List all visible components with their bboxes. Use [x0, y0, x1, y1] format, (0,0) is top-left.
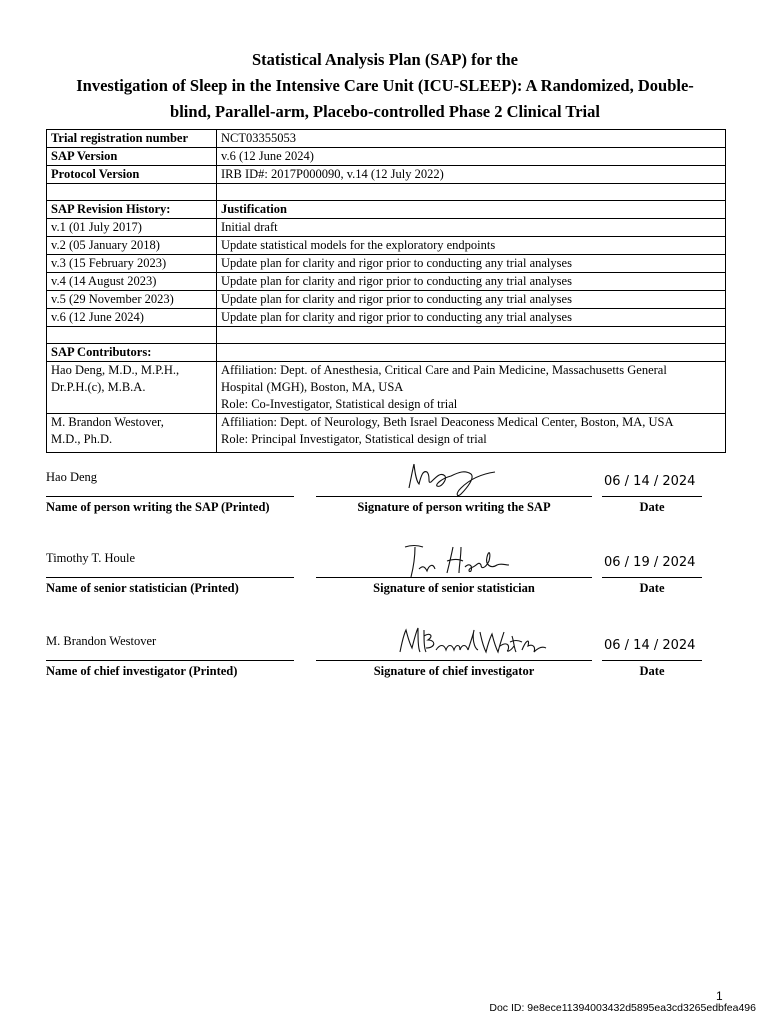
- signature-block-sap-writer: [46, 470, 726, 530]
- date-caption: Date: [639, 500, 665, 514]
- protocol-version-value: IRB ID#: 2017P000090, v.14 (12 July 2022): [217, 166, 726, 184]
- revision-version: v.5 (29 November 2023): [47, 291, 217, 309]
- signature-date: 06 / 14 / 2024: [604, 638, 696, 653]
- handwritten-signature: [386, 622, 556, 664]
- revision-justification: Update plan for clarity and rigor prior to conducting any trial analyses: [217, 255, 726, 273]
- protocol-version-label: Protocol Version: [47, 166, 217, 184]
- revision-row: [47, 255, 726, 273]
- spacer-row: [47, 327, 726, 344]
- signature-underline: [316, 577, 592, 578]
- sap-info-table: [46, 129, 726, 453]
- title-line-2: Investigation of Sleep in the Intensive Care Unit (ICU-SLEEP): A Randomized, Double-: [76, 76, 694, 95]
- revision-justification: Update plan for clarity and rigor prior to conducting any trial analyses: [217, 291, 726, 309]
- printed-name: Timothy T. Houle: [46, 551, 136, 565]
- justification-label: Justification: [217, 201, 726, 219]
- signature-block-chief-investigator: [46, 634, 726, 694]
- date-underline: [602, 496, 702, 497]
- revision-history-header-row: [47, 201, 726, 219]
- contributor-row: [47, 362, 726, 414]
- revision-version: v.3 (15 February 2023): [47, 255, 217, 273]
- signature-block-senior-statistician: [46, 551, 726, 611]
- sap-version-row: [47, 148, 726, 166]
- revision-justification: Update statistical models for the exploratory endpoints: [217, 237, 726, 255]
- contributor-row: [47, 414, 726, 453]
- contributors-header-row: [47, 344, 726, 362]
- page-number: 1: [716, 989, 723, 1003]
- document-title: [40, 47, 730, 125]
- revision-version: v.2 (05 January 2018): [47, 237, 217, 255]
- date-caption: Date: [639, 581, 665, 595]
- name-caption: Name of person writing the SAP (Printed): [46, 500, 270, 514]
- contributor-name-line: M. Brandon Westover,: [51, 415, 164, 429]
- contributor-role: Role: Principal Investigator, Statistical design of trial: [221, 432, 487, 446]
- name-underline: [46, 660, 294, 661]
- revision-justification: Initial draft: [217, 219, 726, 237]
- revision-justification: Update plan for clarity and rigor prior to conducting any trial analyses: [217, 273, 726, 291]
- handwritten-signature: [401, 458, 551, 500]
- contributor-name: [47, 414, 217, 453]
- signature-underline: [316, 496, 592, 497]
- doc-id: Doc ID: 9e8ece11394003432d5895ea3cd3265edbfea496: [489, 1002, 756, 1014]
- spacer-row: [47, 184, 726, 201]
- contributor-affiliation: Affiliation: Dept. of Neurology, Beth Israel Deaconess Medical Center, Boston, MA, USA: [221, 415, 674, 429]
- revision-justification: Update plan for clarity and rigor prior to conducting any trial analyses: [217, 309, 726, 327]
- printed-name: Hao Deng: [46, 470, 98, 484]
- name-underline: [46, 496, 294, 497]
- contributor-details: [217, 414, 726, 453]
- date-underline: [602, 577, 702, 578]
- signature-date: 06 / 19 / 2024: [604, 555, 696, 570]
- sap-version-value: v.6 (12 June 2024): [217, 148, 726, 166]
- revision-row: [47, 273, 726, 291]
- contributor-role: Role: Co-Investigator, Statistical design of trial: [221, 397, 458, 411]
- revision-history-label: SAP Revision History:: [47, 201, 217, 219]
- contributor-affiliation: Hospital (MGH), Boston, MA, USA: [221, 380, 404, 394]
- revision-version: v.6 (12 June 2024): [47, 309, 217, 327]
- signature-date: 06 / 14 / 2024: [604, 474, 696, 489]
- contributor-name-line: M.D., Ph.D.: [51, 432, 113, 446]
- revision-row: [47, 237, 726, 255]
- name-caption: Name of senior statistician (Printed): [46, 581, 239, 595]
- contributor-name: [47, 362, 217, 414]
- trial-registration-row: [47, 130, 726, 148]
- title-line-1: Statistical Analysis Plan (SAP) for the: [252, 50, 518, 69]
- signature-caption: Signature of person writing the SAP: [357, 500, 551, 514]
- name-caption: Name of chief investigator (Printed): [46, 664, 238, 678]
- handwritten-signature: [401, 539, 551, 581]
- trial-registration-value: NCT03355053: [217, 130, 726, 148]
- trial-registration-label: Trial registration number: [47, 130, 217, 148]
- printed-name: M. Brandon Westover: [46, 634, 157, 648]
- revision-row: [47, 309, 726, 327]
- revision-row: [47, 219, 726, 237]
- protocol-version-row: [47, 166, 726, 184]
- title-line-3: blind, Parallel-arm, Placebo-controlled Phase 2 Clinical Trial: [170, 102, 600, 121]
- revision-version: v.4 (14 August 2023): [47, 273, 217, 291]
- contributor-affiliation: Affiliation: Dept. of Anesthesia, Critical Care and Pain Medicine, Massachusetts General: [221, 363, 667, 377]
- contributors-label: SAP Contributors:: [47, 344, 217, 362]
- contributor-name-line: Hao Deng, M.D., M.P.H.,: [51, 363, 180, 377]
- signature-underline: [316, 660, 592, 661]
- name-underline: [46, 577, 294, 578]
- sap-version-label: SAP Version: [47, 148, 217, 166]
- signature-caption: Signature of senior statistician: [373, 581, 535, 595]
- contributor-name-line: Dr.P.H.(c), M.B.A.: [51, 380, 146, 394]
- contributor-details: [217, 362, 726, 414]
- revision-version: v.1 (01 July 2017): [47, 219, 217, 237]
- revision-row: [47, 291, 726, 309]
- signature-caption: Signature of chief investigator: [373, 664, 535, 678]
- date-underline: [602, 660, 702, 661]
- date-caption: Date: [639, 664, 665, 678]
